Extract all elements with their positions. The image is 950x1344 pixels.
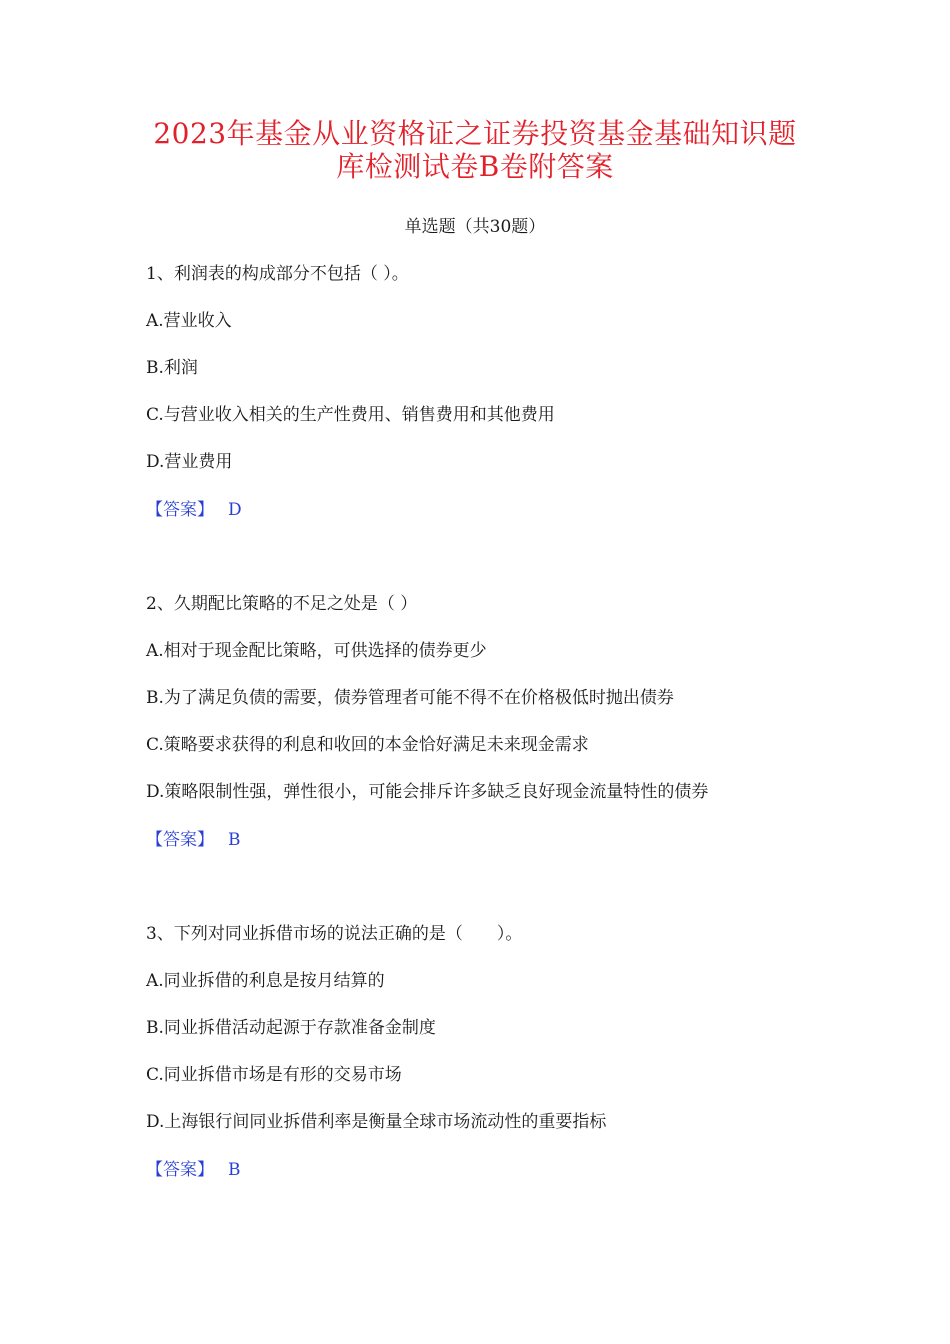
answer-line [146, 1155, 241, 1180]
question-stem: 2、久期配比策略的不足之处是（ ） [146, 594, 418, 614]
option-a: A.相对于现金配比策略，可供选择的债券更少 [146, 641, 487, 661]
option-c: C.同业拆借市场是有形的交易市场 [146, 1065, 402, 1085]
option-b: B.利润 [146, 358, 198, 378]
question-stem: 3、下列对同业拆借市场的说法正确的是（ ）。 [146, 924, 523, 944]
section-heading: 单选题（共30题） [404, 217, 546, 237]
option-d: D.上海银行间同业拆借利率是衡量全球市场流动性的重要指标 [146, 1112, 607, 1132]
document-title-line2: 库检测试卷B卷附答案 [336, 150, 614, 183]
option-c: C.与营业收入相关的生产性费用、销售费用和其他费用 [146, 405, 555, 425]
answer-label: 【答案】 [146, 500, 214, 520]
option-a: A.营业收入 [146, 311, 232, 331]
option-d: D.营业费用 [146, 452, 233, 472]
answer-value: D [228, 500, 242, 520]
answer-value: B [228, 1160, 241, 1180]
question-stem: 1、利润表的构成部分不包括（ ）。 [146, 264, 409, 284]
answer-label: 【答案】 [146, 1160, 214, 1180]
option-b: B.为了满足负债的需要，债券管理者可能不得不在价格极低时抛出债券 [146, 688, 674, 708]
option-c: C.策略要求获得的利息和收回的本金恰好满足未来现金需求 [146, 735, 589, 755]
answer-value: B [228, 830, 241, 850]
answer-line [146, 495, 242, 520]
option-a: A.同业拆借的利息是按月结算的 [146, 971, 385, 991]
option-d: D.策略限制性强，弹性很小，可能会排斥许多缺乏良好现金流量特性的债券 [146, 782, 709, 802]
answer-line [146, 825, 241, 850]
document-title-line1: 2023年基金从业资格证之证券投资基金基础知识题 [153, 117, 797, 150]
answer-label: 【答案】 [146, 830, 214, 850]
option-b: B.同业拆借活动起源于存款准备金制度 [146, 1018, 436, 1038]
